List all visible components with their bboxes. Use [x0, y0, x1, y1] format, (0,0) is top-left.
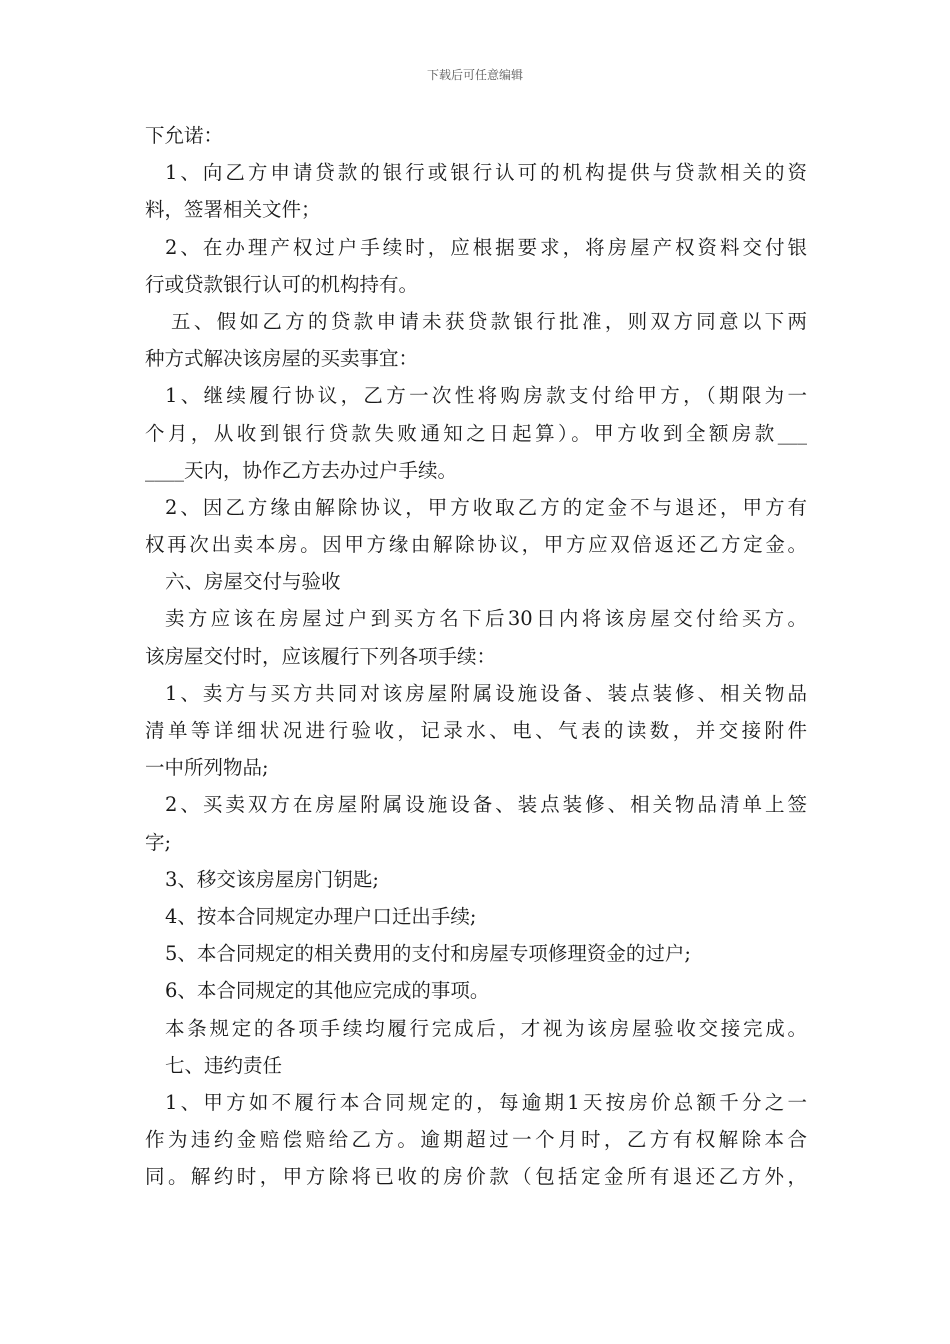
text-line: 行或贷款银行认可的机构持有。: [145, 272, 419, 296]
text-line: 作为违约金赔偿赔给乙方。逾期超过一个月时，乙方有权解除本合: [145, 1128, 807, 1152]
document-body: [145, 117, 807, 1195]
text-line: 该房屋交付时，应该履行下列各项手续：: [145, 644, 497, 668]
text-line: 本条规定的各项手续均履行完成后，才视为该房屋验收交接完成。: [165, 1016, 807, 1040]
text-line: 2、在办理产权过户手续时，应根据要求，将房屋产权资料交付银: [165, 235, 807, 259]
text-line: 1、甲方如不履行本合同规定的，每逾期1天按房价总额千分之一: [165, 1090, 807, 1114]
text-line: 2、买卖双方在房屋附属设施设备、装点装修、相关物品清单上签: [165, 793, 807, 817]
text-line: 1、卖方与买方共同对该房屋附属设施设备、装点装修、相关物品: [165, 681, 807, 705]
text-line: 一中所列物品;: [145, 756, 269, 780]
text-line: 3、移交该房屋房门钥匙;: [165, 867, 379, 891]
text-line: 2、因乙方缘由解除协议，甲方收取乙方的定金不与退还，甲方有: [165, 495, 807, 519]
text-line: 同。解约时，甲方除将已收的房价款（包括定金所有退还乙方外，: [145, 1165, 807, 1189]
text-line: ____天内，协作乙方去办过户手续。: [145, 458, 458, 482]
text-line: 权再次出卖本房。因甲方缘由解除协议，甲方应双倍返还乙方定金。: [145, 533, 807, 557]
text-line: 料，签署相关文件；: [145, 198, 321, 222]
text-line: 下允诺：: [145, 124, 224, 147]
text-line: 清单等详细状况进行验收，记录水、电、气表的读数，并交接附件: [145, 719, 807, 742]
text-line: 1、继续履行协议，乙方一次性将购房款支付给甲方，（期限为一: [165, 384, 807, 408]
text-line: 5、本合同规定的相关费用的支付和房屋专项修理资金的过户;: [165, 942, 691, 966]
text-line: 七、违约责任: [165, 1053, 283, 1077]
text-line: 6、本合同规定的其他应完成的事项。: [165, 979, 490, 1003]
text-line: 1、向乙方申请贷款的银行或银行认可的机构提供与贷款相关的资: [165, 161, 807, 185]
text-line: 六、房屋交付与验收: [165, 570, 341, 594]
page-header: 下载后可任意编辑: [426, 68, 523, 82]
text-line: 个月，从收到银行贷款失败通知之日起算）。甲方收到全额房款___: [145, 421, 807, 445]
text-line: 字;: [145, 830, 172, 854]
text-line: 卖方应该在房屋过户到买方名下后30日内将该房屋交付给买方。: [165, 607, 807, 631]
text-line: 五、假如乙方的贷款申请未获贷款银行批准，则双方同意以下两: [171, 309, 807, 333]
text-line: 4、按本合同规定办理户口迁出手续;: [165, 904, 477, 928]
text-line: 种方式解决该房屋的买卖事宜：: [145, 347, 419, 371]
